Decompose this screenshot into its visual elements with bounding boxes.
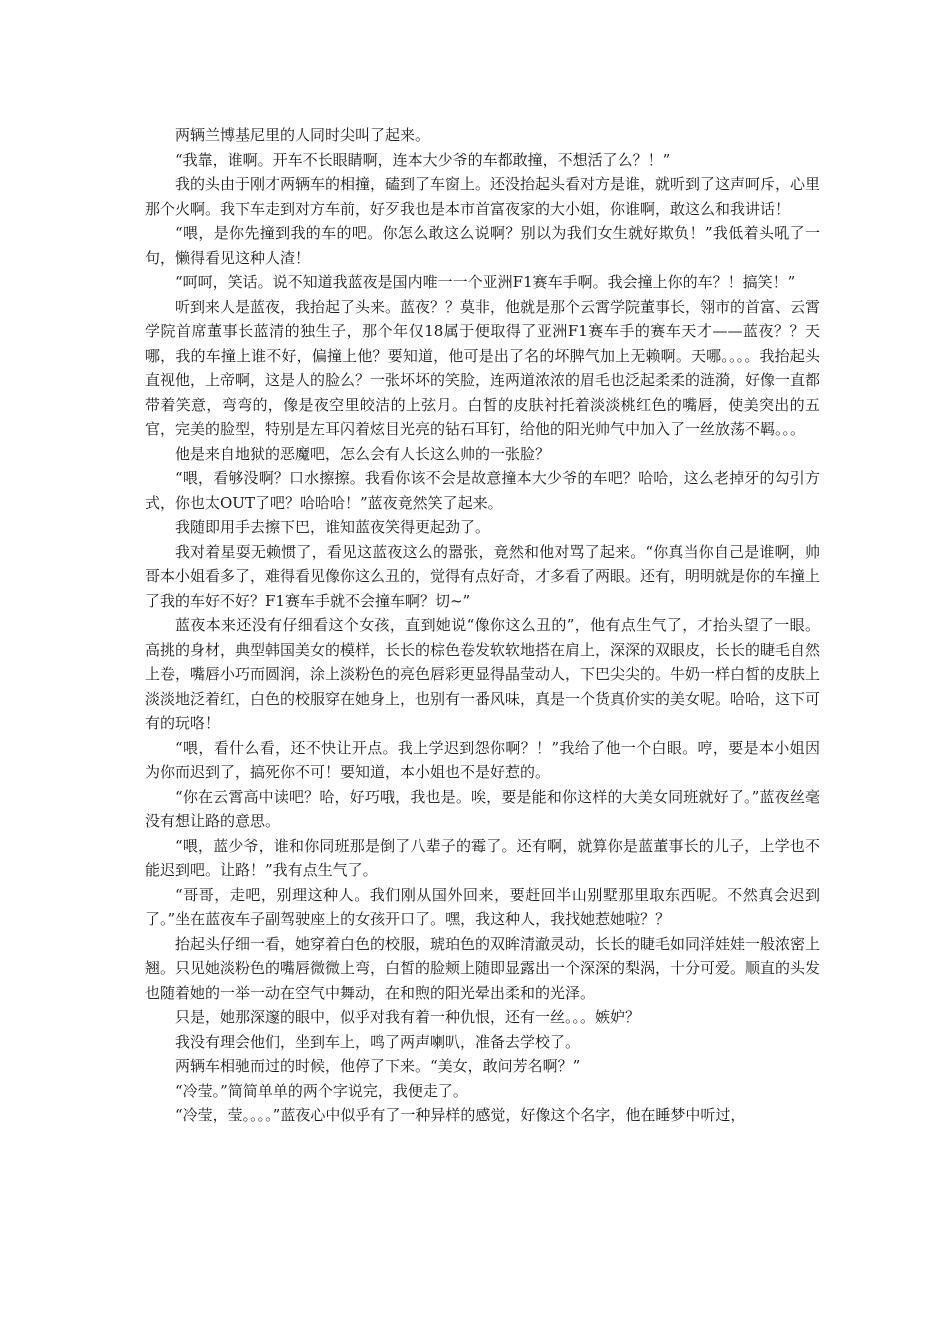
paragraph: “我靠，谁啊。开车不长眼睛啊，连本大少爷的车都敢撞，不想活了么？！” — [175, 150, 671, 169]
paragraph: “冷莹。”简简单单的两个字说完，我便走了。 — [175, 1081, 468, 1100]
paragraph: 两辆车相驰而过的时候，他停了下来。“美女，敢问芳名啊？” — [175, 1057, 581, 1075]
paragraph: 只是，她那深邃的眼中，似乎对我有着一种仇恨，还有一丝。。。嫉妒？ — [175, 1008, 641, 1026]
paragraph: “喂，是你先撞到我的车的吧。你怎么敢这么说啊？别以为我们女生就好欺负！”我低着头吼了一句，懒得看见这种人渣！ — [145, 224, 820, 267]
paragraph: “喂，看够没啊？口水擦擦。我看你该不会是故意撞本大少爷的车吧？哈哈，这么老掉牙的勾引方式，你也太OUT了吧？哈哈哈！”蓝夜竟然笑了起来。 — [145, 469, 820, 512]
paragraph: “喂，蓝少爷，谁和你同班那是倒了八辈子的霉了。还有啊，就算你是蓝董事长的儿子，上学也不能迟到吧。让路！”我有点生气了。 — [145, 836, 820, 879]
paragraph: 我对着星耍无赖惯了，看见这蓝夜这么的嚣张，竟然和他对骂了起来。“你真当你自己是谁啊，帅哥本小姐看多了，难得看见像你这么丑的，觉得有点好奇，才多看了两眼。还有，明明就是你的车撞上了我的车好不好？F1赛车手就不会撞车啊？切~” — [145, 542, 821, 610]
paragraph: “冷莹，莹。。。。”蓝夜心中似乎有了一种异样的感觉，好像这个名字，他在睡梦中听过， — [175, 1106, 746, 1124]
paragraph: 听到来人是蓝夜，我抬起了头来。蓝夜？？莫非，他就是那个云霄学院董事长，翎市的首富、云霄学院首席董事长蓝清的独生子，那个年仅18属于便取得了亚洲F1赛车手的赛车天才——蓝夜？？天哪，我的车撞上谁不好，偏撞上他？要知道，他可是出了名的坏脾气加上无赖啊。天哪。。。。我抬起头直视他，上帝啊，这是人的脸么？一张坏坏的笑脸，连两道浓浓的眉毛也泛起柔柔的涟漪，好像一直都带着笑意，弯弯的，像是夜空里皎洁的上弦月。白皙的皮肤衬托着淡淡桃红色的嘴唇，使美突出的五官，完美的脸型，特别是左耳闪着炫目光亮的钻石耳钉，给他的阳光帅气中加入了一丝放荡不羁。。。 — [145, 297, 821, 438]
document-page — [145, 123, 820, 1128]
paragraph: “哥哥，走吧，别理这种人。我们刚从国外回来，要赶回半山别墅那里取东西呢。不然真会迟到了。”坐在蓝夜车子副驾驶座上的女孩开口了。嘿，我这种人，我找她惹她啦？？ — [145, 885, 820, 928]
paragraph: “喂，看什么看，还不快让开点。我上学迟到怨你啊？！”我给了他一个白眼。哼，要是本小姐因为你而迟到了，搞死你不可！要知道，本小姐也不是好惹的。 — [145, 738, 820, 781]
paragraph: 他是来自地狱的恶魔吧，怎么会有人长这么帅的一张脸？ — [175, 444, 551, 463]
paragraph: 我随即用手去擦下巴，谁知蓝夜笑得更起劲了。 — [175, 518, 491, 536]
paragraph: 我没有理会他们，坐到车上，鸣了两声喇叭，准备去学校了。 — [175, 1032, 581, 1051]
paragraph: 蓝夜本来还没有仔细看这个女孩，直到她说“像你这么丑的”，他有点生气了，才抬头望了一眼。高挑的身材，典型韩国美女的模样，长长的棕色卷发软软地搭在肩上，深深的双眼皮，长长的睫毛自然上卷，嘴唇小巧而圆润，涂上淡粉色的亮色唇彩更显得晶莹动人，下巴尖尖的。牛奶一样白皙的皮肤上淡淡地泛着红，白色的校服穿在她身上，也别有一番风味，真是一个货真价实的美女呢。哈哈，这下可有的玩咯！ — [145, 616, 821, 732]
paragraph: 抬起头仔细一看，她穿着白色的校服，琥珀色的双眸清澈灵动，长长的睫毛如同洋娃娃一般浓密上翘。只见她淡粉色的嘴唇微微上弯，白皙的脸颊上随即显露出一个深深的梨涡，十分可爱。顺直的头发也随着她的一举一动在空气中舞动，在和煦的阳光晕出柔和的光泽。 — [145, 934, 821, 1002]
paragraph: “呵呵，笑话。说不知道我蓝夜是国内唯一一个亚洲F1赛车手啊。我会撞上你的车？！搞笑！” — [175, 273, 796, 291]
paragraph: 两辆兰博基尼里的人同时尖叫了起来。 — [175, 126, 431, 144]
paragraph: 我的头由于刚才两辆车的相撞，磕到了车窗上。还没抬起头看对方是谁，就听到了这声呵斥，心里那个火啊。我下车走到对方车前，好歹我也是本市首富夜家的大小姐，你谁啊，敢这么和我讲话！ — [145, 175, 821, 218]
paragraph: “你在云霄高中读吧？哈，好巧哦，我也是。唉，要是能和你这样的大美女同班就好了。”蓝夜丝毫没有想让路的意思。 — [145, 787, 820, 830]
